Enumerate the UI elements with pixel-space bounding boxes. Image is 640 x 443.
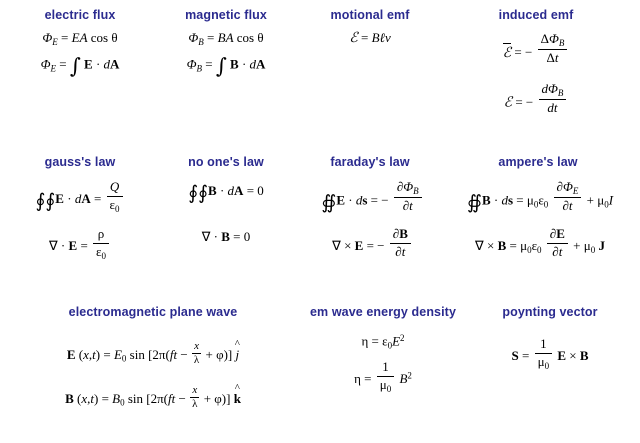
equation-magnetic-flux-2: $\Phi_B$ = ∫ B · dA xyxy=(186,54,266,78)
equation-gausss-law-2: ∇ · E = $\frac{\rho}{\varepsilon_0}$ xyxy=(14,227,146,261)
equation-plane-wave-1: E $(x,t) = E_0$ sin [2π(ft − $\frac{x}{\lambda}$ + φ)] ^ j xyxy=(66,337,240,366)
equation-electric-flux-2: $\Phi_E$ = ∫ E · dA xyxy=(40,54,120,78)
section-heading-gausss-law: gauss's law xyxy=(44,155,116,169)
section-heading-induced-emf: induced emf xyxy=(498,8,574,22)
equation-energy-density-2: η = $\frac{1}{\mu_0}$ $B^2$ xyxy=(354,359,412,394)
equation-energy-density-1: $\eta = \varepsilon_0E^2$ xyxy=(361,333,405,351)
section-heading-electromagnetic-plane-wave: electromagnetic plane wave xyxy=(68,305,238,319)
equation-induced-emf-1: ℰ = − $\frac{\Delta\Phi_B}{\Delta t}$ xyxy=(446,32,626,66)
section-heading-magnetic-flux: magnetic flux xyxy=(185,8,267,22)
section-heading-motional-emf: motional emf xyxy=(330,8,410,22)
section-heading-no-ones-law: no one's law xyxy=(188,155,264,169)
equation-faradays-law-2: ∇ × E = − $\frac{\partial B}{\partial t}$ xyxy=(300,227,445,259)
equation-induced-emf-2: ℰ = − $\frac{d\Phi_B}{dt}$ xyxy=(446,82,626,116)
equation-amperes-law-2: ∇ × $B = \mu_0\varepsilon_0$ $\frac{\partial E}{\partial t}$ + $\mu_0$ J xyxy=(475,226,605,259)
equation-no-ones-law-1: ∮ ∮B · dA = 0 xyxy=(188,182,264,204)
section-heading-em-wave-energy-density: em wave energy density xyxy=(309,305,457,319)
equation-gausss-law-1: ∮ ∮E · dA = $\frac{Q}{\varepsilon_0}$ xyxy=(14,180,146,214)
section-heading-faradays-law: faraday's law xyxy=(330,155,410,169)
equation-electric-flux-1: $\Phi_E$ = EA cos θ xyxy=(42,30,118,47)
equation-motional-emf-1: ℰ = Bℓv xyxy=(349,30,391,46)
equation-poynting-vector-1: S = $\frac{1}{\mu_0}$ E × B xyxy=(511,336,589,371)
equation-plane-wave-2: B $(x,t) = B_0$ sin [2π(ft − $\frac{x}{\lambda}$ + φ)] ^ k xyxy=(65,381,241,410)
equation-amperes-law-1: ∯B · ds = $\mu_0\varepsilon_0$ $\frac{\partial\Phi_E}{\partial t}$ + $\mu_0I$ xyxy=(466,179,614,214)
equation-faradays-law-1: ∯E · ds = − $\frac{\partial\Phi_B}{\partial t}$ xyxy=(300,180,445,214)
equation-no-ones-law-2: ∇ · B = 0 xyxy=(201,229,251,244)
section-heading-poynting-vector: poynting vector xyxy=(502,305,598,319)
section-heading-electric-flux: electric flux xyxy=(44,8,116,22)
section-heading-amperes-law: ampere's law xyxy=(498,155,578,169)
equation-magnetic-flux-1: $\Phi_B$ = BA cos θ xyxy=(188,30,264,47)
